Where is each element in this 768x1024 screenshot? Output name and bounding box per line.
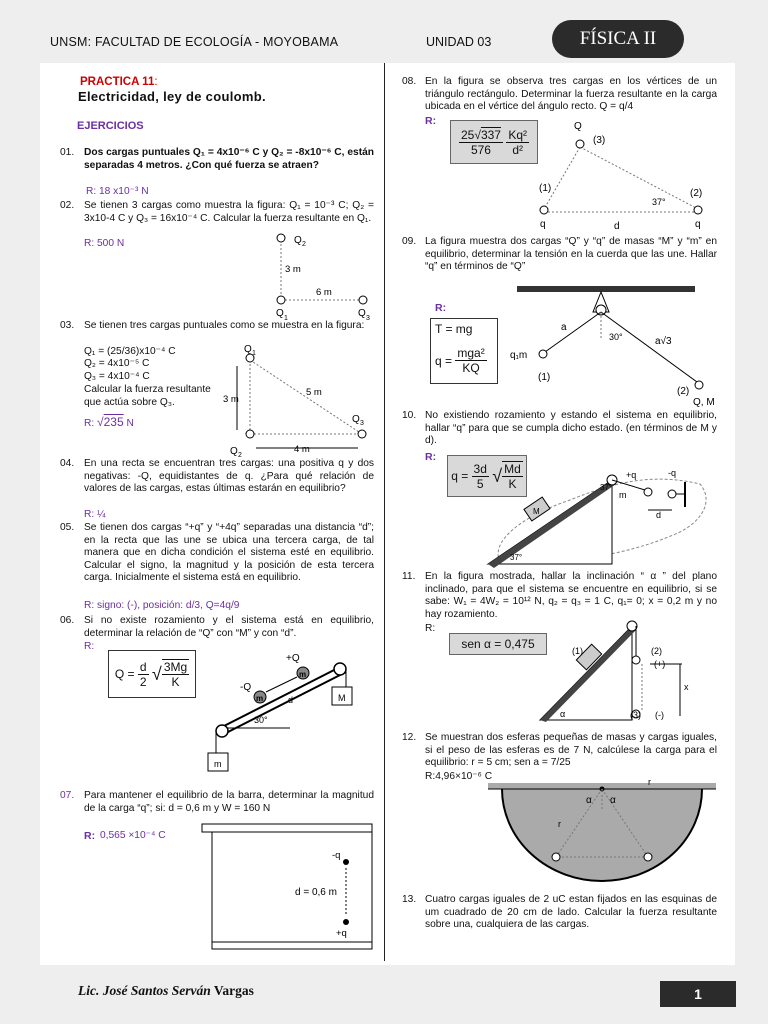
problem-12-figure xyxy=(486,775,718,887)
fig-label: α xyxy=(586,795,592,806)
problem-02-answer: R: 500 N xyxy=(84,238,125,249)
problem-04-answer: R: ¼ xyxy=(84,509,106,520)
course-title: FÍSICA II xyxy=(579,28,657,49)
column-divider xyxy=(384,63,385,961)
svg-text:m: m xyxy=(299,670,307,679)
fig-label: 5 m xyxy=(306,387,322,398)
problem-08-figure xyxy=(530,117,720,232)
fig-label: Q, M xyxy=(693,397,715,407)
section-heading: EJERCICIOS xyxy=(77,120,144,132)
problem-11-answer-label: R: xyxy=(425,623,436,634)
svg-text:2: 2 xyxy=(302,241,306,248)
problem-10-formula: q = $\frac{3d}{5}$ √ $\frac{Md}{K}$ xyxy=(447,455,527,497)
problem-03-intro: Se tienen tres cargas puntuales como se muestra en la figura: xyxy=(84,320,365,331)
fig-label: +q xyxy=(626,470,637,480)
problem-05-answer: R: signo: (-), posición: d/3, Q=4q/9 xyxy=(84,600,240,611)
problem-number: 01. xyxy=(60,147,75,158)
fig-label: 37° xyxy=(600,483,613,492)
problem-11-figure xyxy=(530,612,720,724)
practice-label: PRACTICA 11: xyxy=(80,76,158,88)
problem-03-line: Calcular la fuerza resultante que actúa sobre Q₃. xyxy=(84,384,211,408)
problem-number: 10. xyxy=(402,410,417,421)
fig-label: α xyxy=(610,795,616,806)
problem-number: 06. xyxy=(60,615,75,626)
fig-label: d xyxy=(288,695,294,705)
problem-10-figure xyxy=(480,462,720,570)
svg-text:1: 1 xyxy=(284,315,288,322)
problem-09-figure xyxy=(505,282,720,407)
practice-title: Electricidad, ley de coulomb. xyxy=(78,89,266,104)
problem-08-formula: $\frac{25√337}{576}$ $\frac{\text{Kq²}}{\text{d²}}$ xyxy=(450,120,538,164)
problem-02-text: Se tienen 3 cargas como muestra la figura: Q₁ = 10⁻³ C; Q₂ = 3x10-4 C y Q₃ = 16x10⁻⁴ C. Calcular la fuerza resultante en Q₁. xyxy=(84,200,374,224)
problem-01-answer: R: 18 x10⁻³ N xyxy=(86,186,149,197)
fig-label: (-) xyxy=(655,710,664,720)
fig-label: r xyxy=(558,819,561,829)
footer-author: Lic. José Santos Serván Vargas xyxy=(78,983,254,998)
problem-06-figure xyxy=(200,645,375,780)
fig-label: 37° xyxy=(652,197,666,207)
problem-02-figure xyxy=(255,228,380,323)
fig-label: -Q xyxy=(240,682,252,693)
fig-label: Q xyxy=(358,308,366,319)
fig-label: m xyxy=(214,759,222,769)
problem-07-answer-label: R: xyxy=(84,830,96,842)
fig-label: 3 m xyxy=(285,264,301,275)
header-unit: UNIDAD 03 xyxy=(426,35,492,49)
fig-label: q₁m xyxy=(510,350,528,361)
fig-label: Q xyxy=(230,446,238,457)
problem-number: 11. xyxy=(402,571,416,582)
problem-number: 08. xyxy=(402,76,417,87)
problem-11-formula: sen α = 0,475 xyxy=(449,633,547,655)
fig-label: (2) xyxy=(690,188,703,199)
fig-label: -q xyxy=(668,468,677,478)
problem-number: 09. xyxy=(402,236,417,247)
fig-label: m xyxy=(619,490,627,500)
fig-label: q xyxy=(695,219,701,230)
problem-number: 07. xyxy=(60,790,75,801)
problem-number: 02. xyxy=(60,200,75,211)
fig-label: a√3 xyxy=(655,336,672,347)
problem-06-text: Si no existe rozamiento y el sistema está en equilibrio, determinar la relación de “Q” con “M” y con “d”. xyxy=(84,615,374,639)
problem-03-answer: R: √235 N xyxy=(84,415,134,429)
fig-label: +q xyxy=(336,928,347,939)
svg-text:2: 2 xyxy=(238,452,242,458)
problem-06-formula: Q = $\frac{d}{2}$ √ $\frac{3Mg}{K}$ xyxy=(108,650,196,698)
fig-label: Q xyxy=(574,121,582,132)
problem-03-line: Q₂ = 4x10⁻⁵ C xyxy=(84,358,150,369)
fig-label: x xyxy=(684,682,689,692)
fig-label: Q xyxy=(294,235,302,246)
svg-text:m: m xyxy=(256,694,264,703)
fig-label: Q xyxy=(276,308,284,319)
fig-label: a xyxy=(561,322,567,333)
fig-label: 4 m xyxy=(294,444,310,455)
problem-09-text: La figura muestra dos cargas “Q” y “q” de masas “M” y “m” en equilibrio, determinar la tensión en la cuerda que las une. Hallar “q” en términos de “Q” xyxy=(425,236,717,273)
svg-text:1: 1 xyxy=(252,350,256,357)
problem-08-text: En la figura se observa tres cargas en los vértices de un triángulo rectángulo. Determinar la fuerza resultante en la carga ubicada en el vértice del ángulo recto. Q = q/4 xyxy=(425,76,717,113)
fig-label: d xyxy=(656,510,662,520)
fig-label: 3 m xyxy=(223,394,239,405)
fig-label: α xyxy=(560,709,566,719)
svg-text:3: 3 xyxy=(366,315,370,322)
problem-03-line: Q₃ = 4x10⁻⁴ C xyxy=(84,371,150,382)
problem-08-answer-label: R: xyxy=(425,115,437,127)
problem-09-formula: T = mg q = $\frac{\text{mga²}}{KQ}$ xyxy=(430,318,498,384)
fig-label: r xyxy=(648,777,651,787)
fig-label: -q xyxy=(332,850,341,861)
fig-label: (2) xyxy=(651,646,662,656)
fig-label: (1) xyxy=(538,372,551,383)
svg-text:3: 3 xyxy=(360,420,364,427)
problem-number: 12. xyxy=(402,732,417,743)
fig-label: +Q xyxy=(286,653,300,664)
fig-label: Q xyxy=(352,414,360,425)
fig-label: (1) xyxy=(572,646,583,656)
fig-label: 30° xyxy=(609,332,623,342)
fig-label: 30° xyxy=(254,715,268,725)
problem-12-answer: R:4,96×10⁻⁶ C xyxy=(425,771,493,782)
fig-label: (1) xyxy=(539,183,552,194)
problem-07-answer: 0,565 ×10⁻⁴ C xyxy=(100,830,166,841)
fig-label: (3) xyxy=(630,710,641,720)
problem-number: 13. xyxy=(402,894,417,905)
problem-10-answer-label: R: xyxy=(425,451,437,463)
page-number: 1 xyxy=(660,981,736,1007)
problem-number: 03. xyxy=(60,320,75,331)
fig-label: Q xyxy=(244,344,252,355)
problem-number: 04. xyxy=(60,458,75,469)
problem-03-figure xyxy=(222,340,377,458)
fig-label: d xyxy=(614,221,620,232)
fig-label: (2) xyxy=(677,386,690,397)
course-badge xyxy=(552,20,684,58)
problem-07-figure xyxy=(200,820,380,955)
fig-label: 37° xyxy=(510,553,523,562)
problem-01-text: Dos cargas puntuales Q₁ = 4x10⁻⁶ C y Q₂ = -8x10⁻⁶ C, están separadas 4 metros. ¿Con qué fuerza se atraen? xyxy=(84,147,374,171)
fig-label: (3) xyxy=(593,135,606,146)
problem-number: 05. xyxy=(60,522,75,533)
problem-04-text: En una recta se encuentran tres cargas: una positiva q y dos negativas: -Q, equidistantes de q. ¿Para qué relación de valores de las cargas, estas últimas estarán en equilibrio? xyxy=(84,458,374,495)
problem-06-answer: R: xyxy=(84,641,95,652)
problem-05-text: Se tienen dos cargas “+q” y “+4q” separadas una distancia “d”; en la recta que las une se ubica una tercera carga, de tal manera que en dicha condición el sistema esté en equilibrio. Calcular el signo, la magnitud y la posición de esta tercera carga. Inicialmente el sistema está en equilibrio. xyxy=(84,522,374,584)
problem-03-line: Q₁ = (25/36)x10⁻⁴ C xyxy=(84,346,176,357)
fig-label: q xyxy=(540,219,546,230)
header-institution: UNSM: FACULTAD DE ECOLOGÍA - MOYOBAMA xyxy=(50,35,339,49)
problem-10-text: No existiendo rozamiento y estando el sistema en equilibrio, hallar “q” para que se cumpla dicho estado. (en términos de M y d). xyxy=(425,410,717,447)
problem-07-text: Para mantener el equilibrio de la barra, determinar la magnitud de la carga “q”; si: d = 0,6 m y W = 160 N xyxy=(84,790,374,814)
fig-label: (+) xyxy=(654,659,666,669)
problem-11-text: En la figura mostrada, hallar la inclinación “ α ” del plano inclinado, para que el sistema se encuentre en equilibrio, si se sabe: W₁ = 4W₂ = 10¹² N, q₂ = q₃ = 1 C, q₁= 0; x = 0,2 m y no hay rozamiento. xyxy=(425,571,717,620)
svg-text:M: M xyxy=(533,507,540,516)
fig-label: M xyxy=(338,693,346,703)
problem-12-text: Se muestran dos esferas pequeñas de masas y cargas iguales, si el peso de las esferas es de 7 N, calcúlese la carga para el equilibrio: r = 5 cm; sen a = 7/25 xyxy=(425,732,717,769)
fig-label: 6 m xyxy=(316,287,332,298)
fig-label: d = 0,6 m xyxy=(295,887,337,898)
problem-13-text: Cuatro cargas iguales de 2 uC estan fijados en las esquinas de um cuadrado de 20 cm de lado. Calcular la fuerza resultante sobre una, cualquiera de las cargas. xyxy=(425,894,717,931)
problem-09-answer-label: R: xyxy=(435,302,447,314)
